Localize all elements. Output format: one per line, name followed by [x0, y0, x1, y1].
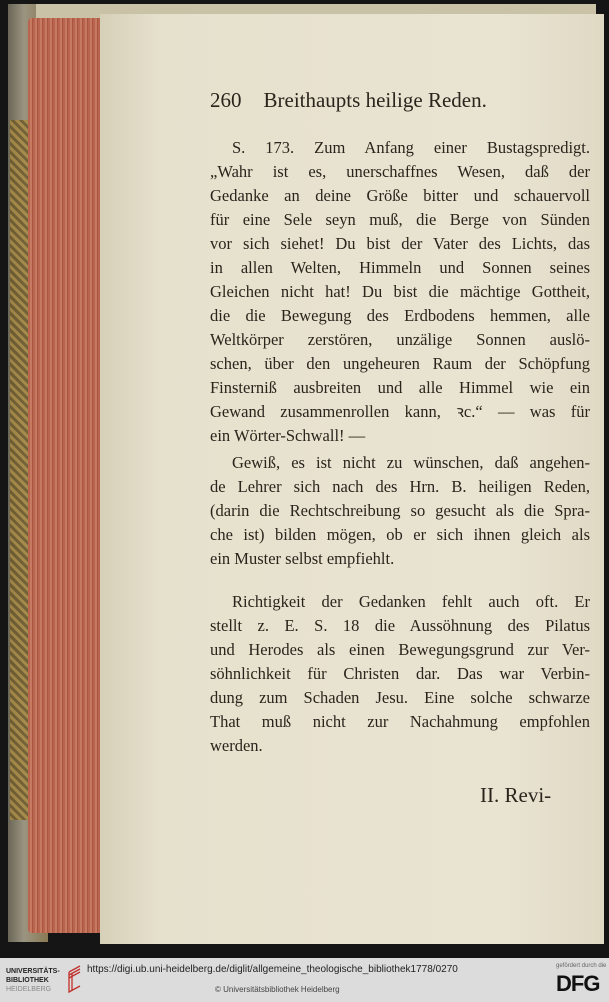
text-line: und Herodes als einen Bewegungsgrund zur Ver-: [210, 640, 590, 659]
text-line: de Lehrer sich nach des Hrn. B. heiligen Reden,: [210, 477, 590, 496]
text-line: Gedanke an deine Größe bitter und schauervoll: [210, 186, 590, 205]
red-page-edge: [28, 18, 104, 933]
text-line: Finsterniß ausbreiten und alle Himmel wie ein: [210, 378, 590, 397]
library-line: UNIVERSITÄTS-: [6, 968, 60, 975]
text-line: che ist) bilden mögen, ob er sich ihnen gleich als: [210, 525, 590, 544]
text-line: söhnlichkeit für Christen dar. Das war Verbin-: [210, 664, 590, 683]
text-line: schen, über den ungeheuren Raum der Schöpfung: [210, 354, 590, 373]
text-line: stellt z. E. S. 18 die Aussöhnung des Pilatus: [210, 616, 590, 635]
text-line: in allen Welten, Himmeln und Sonnen seines: [210, 258, 590, 277]
library-name: [6, 967, 60, 994]
library-line: BIBLIOTHEK: [6, 977, 49, 984]
text-line: „Wahr ist es, unerschaffnes Wesen, daß der: [210, 162, 590, 181]
text-line: die die Bewegung des Erdbodens hemmen, alle: [210, 306, 590, 325]
text-line: S. 173. Zum Anfang einer Bustagspredigt.: [232, 138, 590, 157]
text-line: Weltkörper zerstören, unzälige Sonnen auslö-: [210, 330, 590, 349]
page-number: 260: [210, 88, 242, 112]
text-line: Richtigkeit der Gedanken fehlt auch oft. Er: [232, 592, 590, 611]
text-line: ein Muster selbst empfiehlt.: [210, 549, 395, 568]
text-line: Gewiß, es ist nicht zu wünschen, daß angehen-: [232, 453, 590, 472]
library-logo-icon: [66, 964, 86, 994]
sponsor-caption: gefördert durch die: [556, 963, 607, 969]
text-line: That muß nicht zur Nachahmung empfohlen: [210, 712, 590, 731]
permalink-url[interactable]: https://digi.ub.uni-heidelberg.de/diglit/allgemeine_theologische_bibliothek1778/0270: [87, 964, 458, 975]
dfg-logo: DFG: [556, 971, 600, 996]
library-line: HEIDELBERG: [6, 986, 52, 993]
text-line: ein Wörter-Schwall! —: [210, 426, 366, 445]
text-line: vor sich siehet! Du bist der Vater des Lichts, das: [210, 234, 590, 253]
text-line: dung zum Schaden Jesu. Eine solche schwarze: [210, 688, 590, 707]
catchword: II. Revi-: [480, 783, 552, 807]
text-line: Gleichen nicht hat! Du bist die mächtige Gottheit,: [210, 282, 590, 301]
copyright: © Universitätsbibliothek Heidelberg: [215, 985, 340, 994]
text-line: für eine Sele seyn muß, die Berge von Sünden: [210, 210, 590, 229]
running-head-title: Breithaupts heilige Reden.: [263, 88, 487, 112]
text-line: (darin die Rechtschreibung so gesucht als die Spra-: [210, 501, 590, 520]
running-header: [210, 88, 509, 113]
text-line: werden.: [210, 736, 263, 755]
text-line: Gewand zusammenrollen kann, ꝛc.“ — was für: [210, 402, 590, 421]
footer-bar: [0, 958, 609, 1002]
